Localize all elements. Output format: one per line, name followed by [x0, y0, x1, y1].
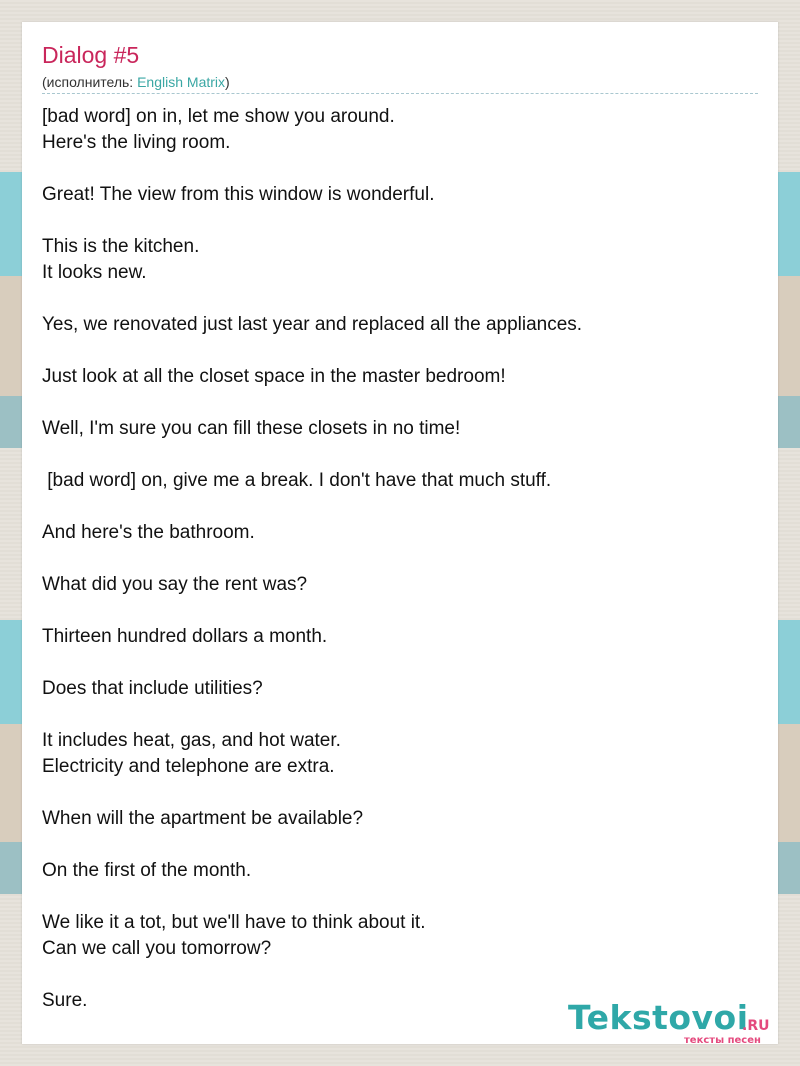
- lyric-line: On the first of the month.: [42, 860, 252, 881]
- lyric-line: Can we call you tomorrow?: [42, 938, 272, 959]
- lyric-line: When will the apartment be available?: [42, 808, 364, 829]
- lyric-blank-line: [42, 286, 758, 312]
- logo-wordmark: Tekstovoi: [568, 998, 749, 1037]
- lyric-blank-line: [42, 884, 758, 910]
- lyric-line: Well, I'm sure you can fill these closets in no time!: [42, 418, 461, 439]
- lyric-line: Electricity and telephone are extra.: [42, 756, 335, 777]
- lyric-line: It looks new.: [42, 262, 147, 283]
- lyric-line: And here's the bathroom.: [42, 522, 255, 543]
- lyric-line: [bad word] on in, let me show you around.: [42, 106, 395, 127]
- lyric-line: Great! The view from this window is wonderful.: [42, 184, 435, 205]
- lyric-blank-line: [42, 442, 758, 468]
- lyric-blank-line: [42, 780, 758, 806]
- lyric-line: We like it a tot, but we'll have to think about it.: [42, 912, 426, 933]
- lyrics-page: [22, 22, 778, 1044]
- lyric-blank-line: [42, 832, 758, 858]
- lyric-blank-line: [42, 494, 758, 520]
- lyric-blank-line: [42, 156, 758, 182]
- site-logo[interactable]: [568, 998, 778, 1048]
- lyric-blank-line: [42, 208, 758, 234]
- artist-line: [42, 74, 230, 90]
- lyric-line: Just look at all the closet space in the master bedroom!: [42, 366, 506, 387]
- artist-link[interactable]: English Matrix: [137, 74, 226, 90]
- lyric-line: It includes heat, gas, and hot water.: [42, 730, 341, 751]
- lyric-blank-line: [42, 702, 758, 728]
- song-title: Dialog #5: [42, 42, 140, 68]
- lyric-blank-line: [42, 338, 758, 364]
- artist-prefix: (исполнитель:: [42, 74, 138, 90]
- artist-suffix: ): [225, 74, 230, 90]
- title-divider: [42, 93, 758, 94]
- lyric-blank-line: [42, 650, 758, 676]
- lyric-line: Yes, we renovated just last year and replaced all the appliances.: [42, 314, 583, 335]
- lyric-line: [bad word] on, give me a break. I don't have that much stuff.: [42, 470, 552, 491]
- logo-tagline: тексты песен: [684, 1035, 761, 1046]
- lyric-blank-line: [42, 598, 758, 624]
- lyric-line: What did you say the rent was?: [42, 574, 308, 595]
- lyrics-text: [42, 104, 758, 1014]
- lyric-blank-line: [42, 390, 758, 416]
- lyric-line: This is the kitchen.: [42, 236, 200, 257]
- lyric-blank-line: [42, 962, 758, 988]
- lyric-line: Sure.: [42, 990, 88, 1011]
- lyric-blank-line: [42, 546, 758, 572]
- lyric-line: Does that include utilities?: [42, 678, 263, 699]
- lyric-line: Thirteen hundred dollars a month.: [42, 626, 328, 647]
- lyric-line: Here's the living room.: [42, 132, 231, 153]
- logo-tld: .RU: [742, 1018, 770, 1034]
